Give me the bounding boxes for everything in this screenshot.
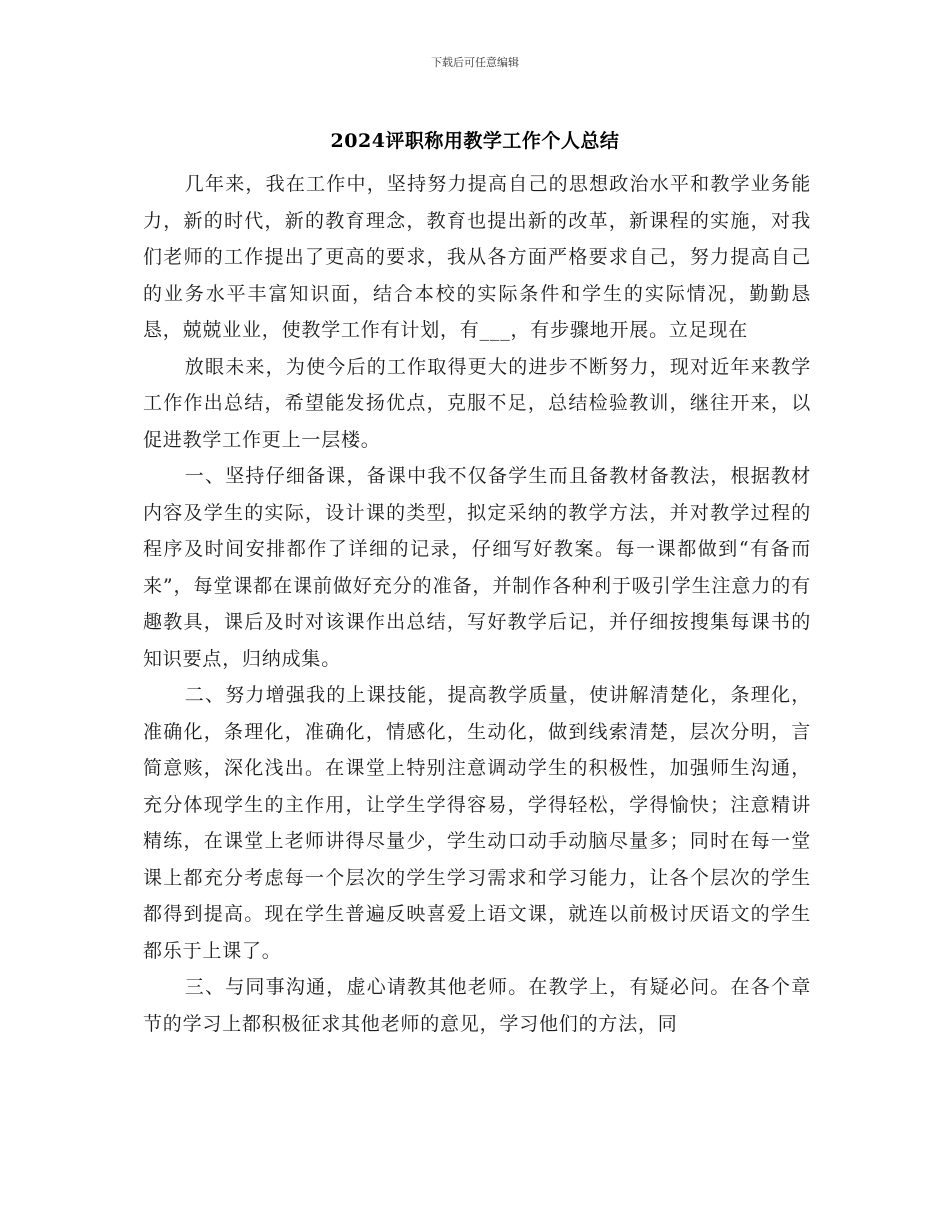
paragraph: 三、与同事沟通，虚心请教其他老师。在教学上，有疑必问。在各个章节的学习上都积极征求其他老师的意见，学习他们的方法，同 <box>143 976 811 1035</box>
document-body <box>143 166 811 1042</box>
paragraph: 一、坚持仔细备课，备课中我不仅备学生而且备教材备教法，根据教材内容及学生的实际，设计课的类型，拟定采纳的教学方法，并对教学过程的程序及时间安排都作了详细的记录，仔细写好教案。每一课都做到“有备而来”，每堂课都在课前做好充分的准备，并制作各种利于吸引学生注意力的有趣教具，课后及时对该课作出总结，写好教学后记，并仔细按搜集每课书的知识要点，归纳成集。 <box>143 465 811 670</box>
paragraph: 放眼未来，为使今后的工作取得更大的进步不断努力，现对近年来教学工作作出总结，希望能发扬优点，克服不足，总结检验教训，继往开来，以促进教学工作更上一层楼。 <box>143 355 811 451</box>
document-title: 2024评职称用教学工作个人总结 <box>330 130 620 152</box>
paragraph: 几年来，我在工作中，坚持努力提高自己的思想政治水平和教学业务能力，新的时代，新的教育理念，教育也提出新的改革，新课程的实施，对我们老师的工作提出了更高的要求，我从各方面严格要求自己，努力提高自己的业务水平丰富知识面，结合本校的实际条件和学生的实际情况，勤勤恳恳，兢兢业业，使教学工作有计划，有___，有步骤地开展。立足现在 <box>143 173 811 341</box>
header-note: 下载后可任意编辑 <box>431 56 519 69</box>
paragraph: 二、努力增强我的上课技能，提高教学质量，使讲解清楚化，条理化，准确化，条理化，准确化，情感化，生动化，做到线索清楚，层次分明，言简意赅，深化浅出。在课堂上特别注意调动学生的积极性，加强师生沟通，充分体现学生的主作用，让学生学得容易，学得轻松，学得愉快；注意精讲精练，在课堂上老师讲得尽量少，学生动口动手动脑尽量多；同时在每一堂课上都充分考虑每一个层次的学生学习需求和学习能力，让各个层次的学生都得到提高。现在学生普遍反映喜爱上语文课，就连以前极讨厌语文的学生都乐于上课了。 <box>143 684 811 962</box>
